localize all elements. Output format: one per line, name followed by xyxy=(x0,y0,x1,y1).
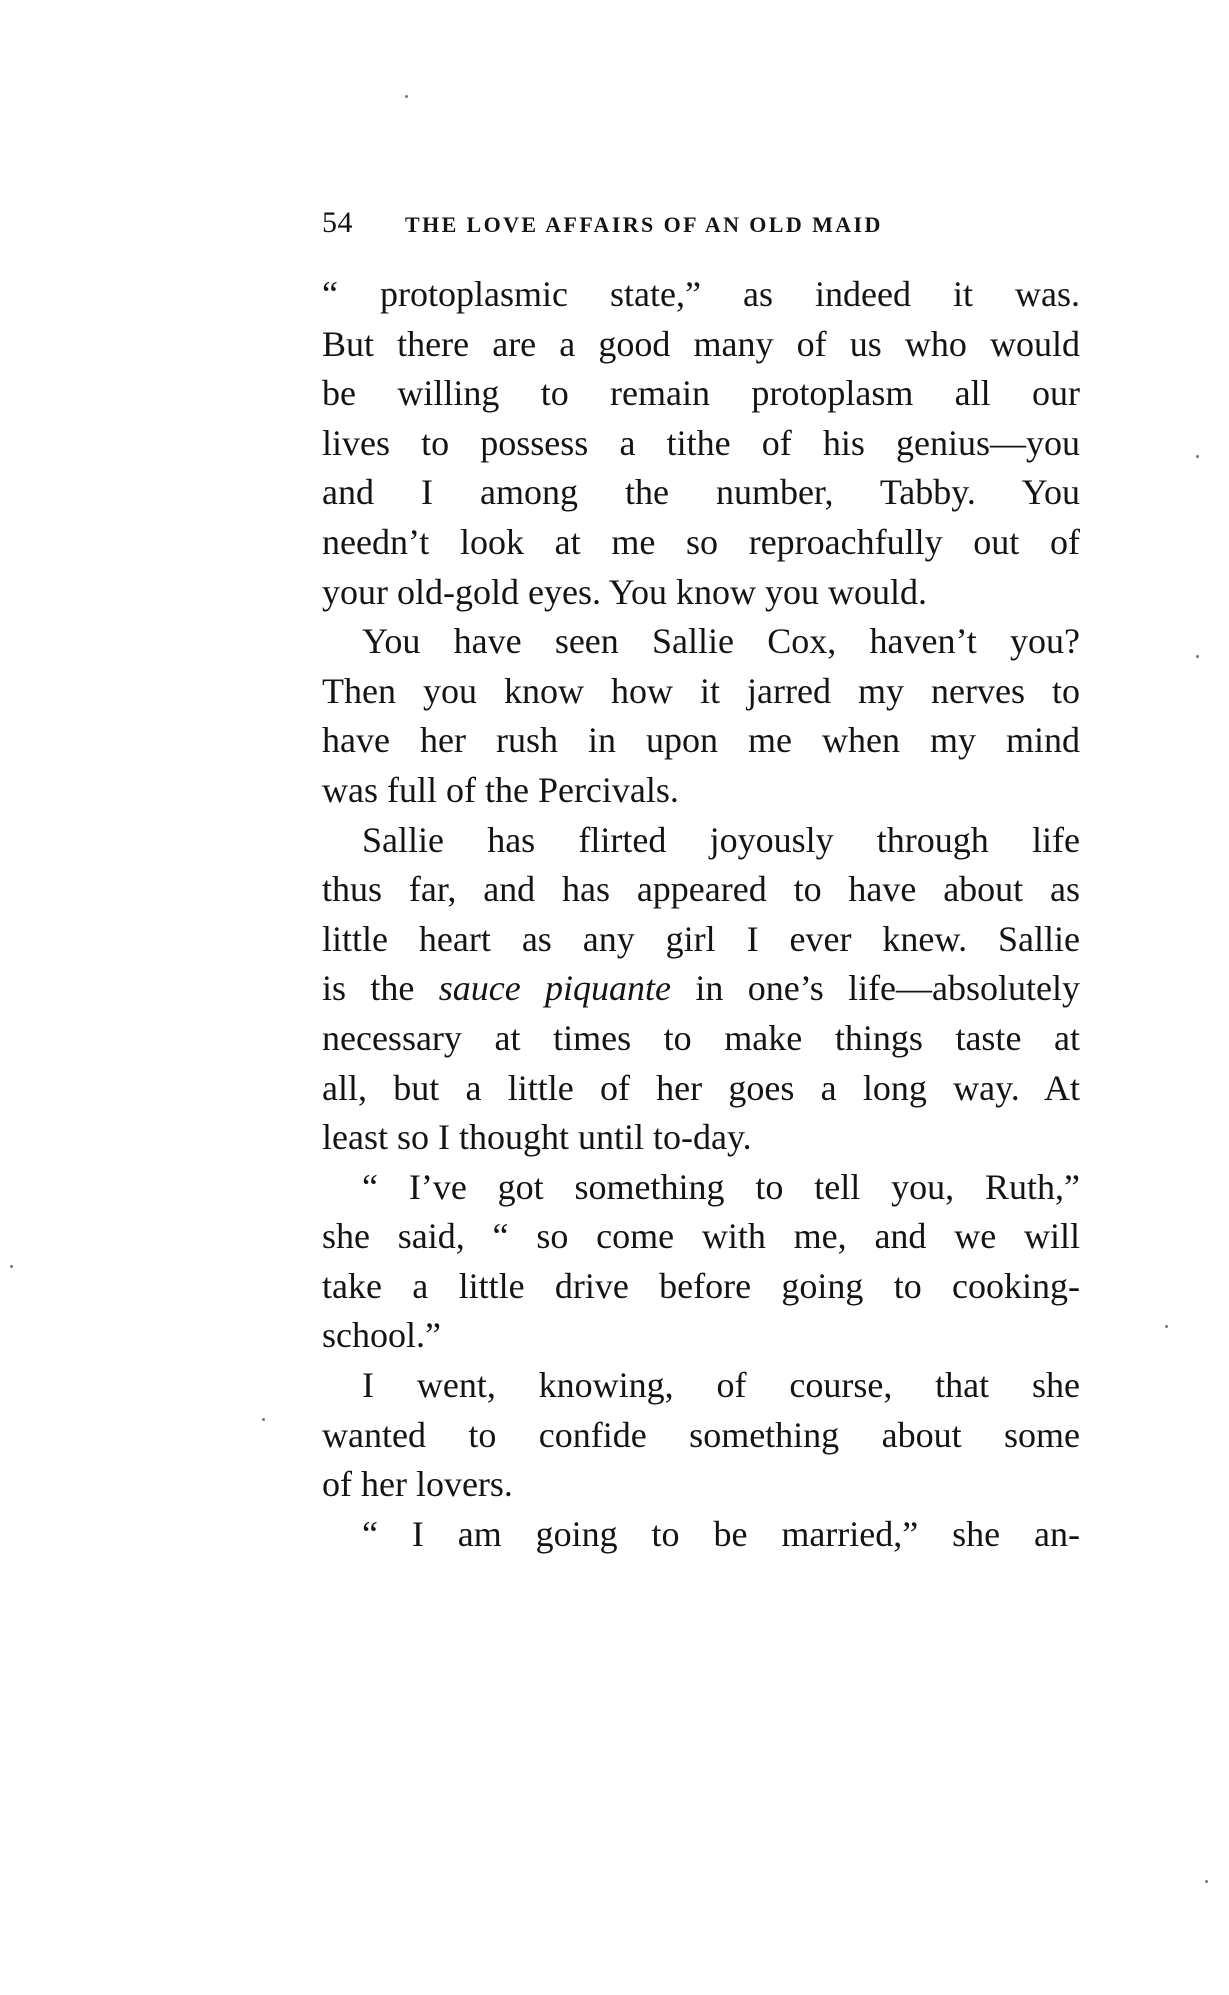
paper-speck xyxy=(10,1265,13,1268)
paper-speck xyxy=(1196,655,1199,658)
text-line-with-italic xyxy=(322,964,1080,1014)
page-header xyxy=(322,206,1082,246)
paper-speck xyxy=(1196,455,1199,458)
paragraph-start-line: I went, knowing, of course, that she xyxy=(362,1365,1080,1406)
text-line: thus far, and has appeared to have about as xyxy=(322,869,1080,910)
text-line: of her lovers. xyxy=(322,1464,513,1505)
paragraph-start-line: Sallie has flirted joyously through life xyxy=(362,819,1080,860)
text-line: take a little drive before going to cooking- xyxy=(322,1265,1080,1306)
text-line: But there are a good many of us who would xyxy=(322,323,1080,364)
text-segment: is the xyxy=(322,968,439,1009)
text-line: least so I thought until to-day. xyxy=(322,1117,752,1158)
text-line: wanted to confide something about some xyxy=(322,1414,1080,1455)
text-line: be willing to remain protoplasm all our xyxy=(322,373,1080,414)
italic-phrase: sauce piquante xyxy=(438,968,672,1009)
text-line: Then you know how it jarred my nerves to xyxy=(322,670,1080,711)
text-line: have her rush in upon me when my mind xyxy=(322,720,1080,761)
text-line: “ protoplasmic state,” as indeed it was. xyxy=(322,274,1080,314)
paragraph-start-line: “ I’ve got something to tell you, Ruth,” xyxy=(362,1166,1080,1207)
paper-speck xyxy=(262,1418,265,1421)
running-title: THE LOVE AFFAIRS OF AN OLD MAID xyxy=(405,212,883,237)
paragraph-start-line: “ I am going to be married,” she an- xyxy=(362,1513,1080,1554)
page-number: 54 xyxy=(322,206,353,239)
paper-speck xyxy=(1205,1880,1208,1883)
text-line: was full of the Percivals. xyxy=(322,769,679,810)
text-line: all, but a little of her goes a long way. At xyxy=(322,1067,1080,1108)
paper-speck xyxy=(405,95,408,98)
text-segment: in one’s life—absolutely xyxy=(671,968,1081,1009)
paper-speck xyxy=(1165,1325,1168,1328)
paragraph-start-line: You have seen Sallie Cox, haven’t you? xyxy=(362,621,1080,662)
text-line: needn’t look at me so reproachfully out of xyxy=(322,521,1080,562)
text-line: necessary at times to make things taste at xyxy=(322,1017,1080,1058)
text-line: your old-gold eyes. You know you would. xyxy=(322,571,928,612)
text-line: school.” xyxy=(322,1315,441,1356)
body-text xyxy=(322,270,1080,1559)
text-line: she said, “ so come with me, and we will xyxy=(322,1216,1080,1257)
text-line: lives to possess a tithe of his genius—you xyxy=(322,422,1080,463)
text-line: and I among the number, Tabby. You xyxy=(322,472,1080,513)
text-line: little heart as any girl I ever knew. Sallie xyxy=(322,918,1080,959)
